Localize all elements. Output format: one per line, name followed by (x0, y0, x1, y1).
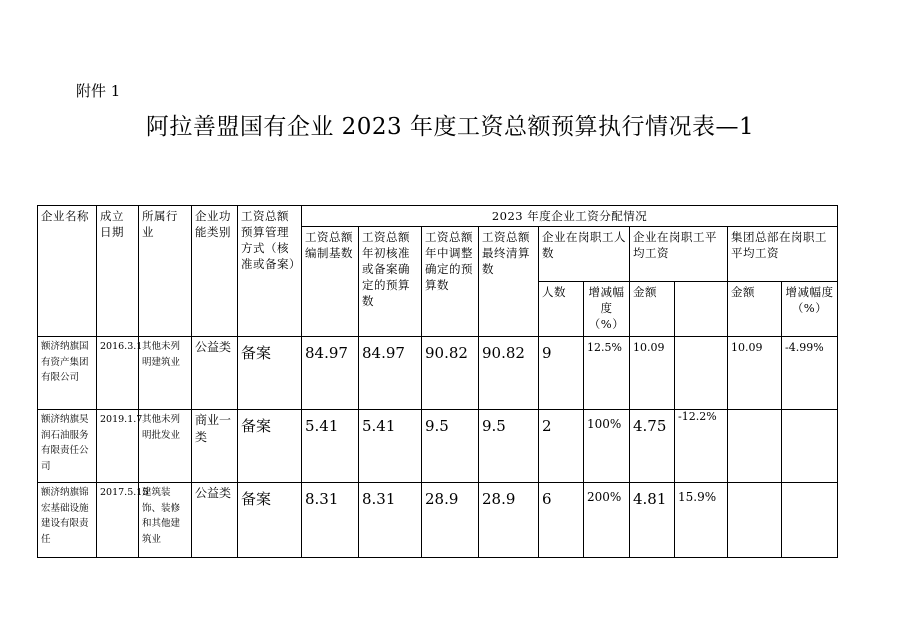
cell-mgmt: 备案 (238, 337, 302, 410)
page-title: 阿拉善盟国有企业 2023 年度工资总额预算执行情况表—1 (145, 114, 755, 140)
cell-count: 9 (539, 337, 584, 410)
cell-mid: 28.9 (422, 483, 479, 558)
header-empty-cell (675, 282, 728, 337)
cell-function: 商业一类 (192, 410, 238, 483)
attachment-label: 附件 1 (76, 82, 121, 100)
header-amount1: 金额 (630, 282, 675, 337)
cell-avg-inc (675, 410, 728, 483)
cell-hq-inc: -4.99% (782, 337, 838, 410)
table-row (38, 410, 838, 483)
cell-count: 2 (539, 410, 584, 483)
header-industry: 所属行业 (139, 206, 192, 337)
cell-final: 28.9 (479, 483, 539, 558)
cell-name: 额济纳旗昊润石油服务有限责任公司 (38, 410, 97, 483)
header-group: 2023 年度企业工资分配情况 (302, 206, 838, 227)
cell-avg-inc (675, 337, 728, 410)
cell-initial: 84.97 (359, 337, 422, 410)
cell-industry: 建筑装饰、装修和其他建筑业 (139, 483, 192, 558)
cell-name: 额济纳旗锦宏基础设施建设有限责任 (38, 483, 97, 558)
cell-base: 5.41 (302, 410, 359, 483)
cell-count: 6 (539, 483, 584, 558)
cell-date: 2017.5.15 (97, 483, 139, 558)
header-inc1: 增减幅度（%） (584, 282, 630, 337)
cell-mgmt: 备案 (238, 483, 302, 558)
cell-inc1: 100% (584, 410, 630, 483)
cell-avg-amount: 4.75 (630, 410, 675, 483)
cell-hq-amount: 10.09 (728, 337, 782, 410)
cell-hq-inc (782, 483, 838, 558)
cell-hq-amount (728, 483, 782, 558)
header-function: 企业功能类别 (192, 206, 238, 337)
wage-budget-table (37, 205, 838, 558)
cell-hq-inc (782, 410, 838, 483)
table-row (38, 337, 838, 410)
cell-final: 9.5 (479, 410, 539, 483)
cell-base: 8.31 (302, 483, 359, 558)
cell-industry: 其他未列明建筑业 (139, 337, 192, 410)
cell-initial: 5.41 (359, 410, 422, 483)
cell-mgmt: 备案 (238, 410, 302, 483)
header-amount2: 金额 (728, 282, 782, 337)
header-inc2: 增减幅度（%） (782, 282, 838, 337)
header-initial: 工资总额年初核准或备案确定的预算数 (359, 227, 422, 337)
header-name: 企业名称 (38, 206, 97, 337)
cell-inc1: 200% (584, 483, 630, 558)
cell-mid: 9.5 (422, 410, 479, 483)
header-hq-avg: 集团总部在岗职工平均工资 (728, 227, 838, 282)
cell-industry: 其他未列明批发业 (139, 410, 192, 483)
cell-initial: 8.31 (359, 483, 422, 558)
cell-avg-inc-text: -12.2% (678, 410, 717, 424)
header-final: 工资总额最终清算数 (479, 227, 539, 337)
cell-avg-inc: 15.9% (675, 483, 728, 558)
cell-avg-amount: 4.81 (630, 483, 675, 558)
header-avg-wage: 企业在岗职工平均工资 (630, 227, 728, 282)
cell-function: 公益类 (192, 337, 238, 410)
cell-name: 额济纳旗国有资产集团有限公司 (38, 337, 97, 410)
cell-mid: 90.82 (422, 337, 479, 410)
cell-function: 公益类 (192, 483, 238, 558)
cell-date: 2016.3.1 (97, 337, 139, 410)
cell-base: 84.97 (302, 337, 359, 410)
cell-inc1: 12.5% (584, 337, 630, 410)
header-count: 人数 (539, 282, 584, 337)
header-base: 工资总额编制基数 (302, 227, 359, 337)
header-mid: 工资总额年中调整确定的预算数 (422, 227, 479, 337)
header-mgmt: 工资总额预算管理方式（核准或备案） (238, 206, 302, 337)
header-onpost: 企业在岗职工人数 (539, 227, 630, 282)
table-row (38, 483, 838, 558)
cell-final: 90.82 (479, 337, 539, 410)
header-date: 成立日期 (97, 206, 139, 337)
cell-hq-amount (728, 410, 782, 483)
cell-avg-amount: 10.09 (630, 337, 675, 410)
cell-date: 2019.1.7 (97, 410, 139, 483)
